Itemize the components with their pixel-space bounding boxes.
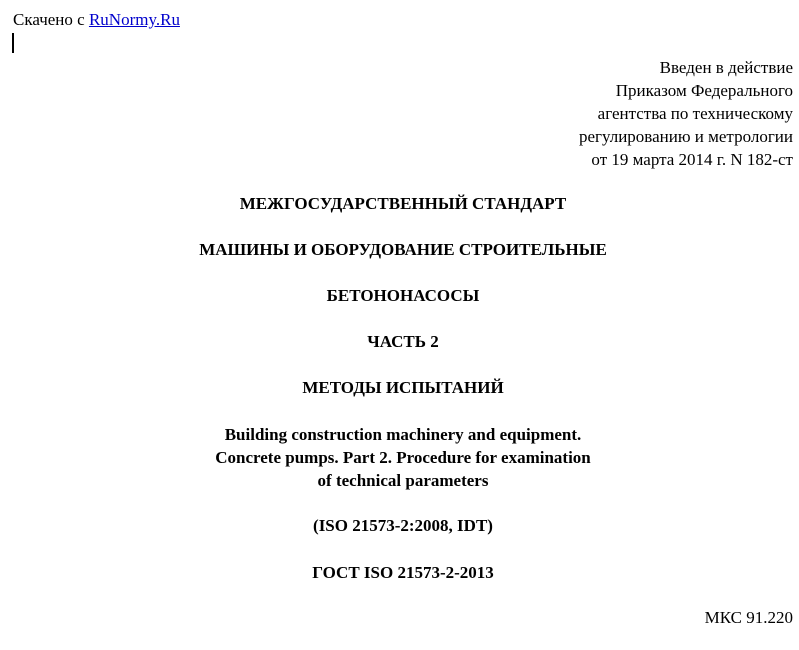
- title-line-2: БЕТОНОНАСОСЫ: [326, 286, 480, 305]
- source-line: [13, 9, 180, 31]
- approval-line: от 19 марта 2014 г. N 182-ст: [591, 150, 793, 169]
- source-prefix: Скачено с: [13, 10, 89, 29]
- english-title: [0, 423, 799, 492]
- english-title-line: Building construction machinery and equipment.: [224, 425, 582, 444]
- part-heading: ЧАСТЬ 2: [367, 332, 439, 351]
- approval-line: регулированию и метрологии: [578, 127, 793, 146]
- approval-line: Введен в действие: [659, 58, 793, 77]
- standard-number: ГОСТ ISO 21573-2-2013: [312, 563, 494, 582]
- approval-block: [373, 56, 793, 171]
- title-line-1: МАШИНЫ И ОБОРУДОВАНИЕ СТРОИТЕЛЬНЫЕ: [199, 240, 607, 259]
- subtitle-heading: МЕТОДЫ ИСПЫТАНИЙ: [302, 378, 504, 397]
- approval-line: агентства по техническому: [597, 104, 793, 123]
- english-title-line: of technical parameters: [317, 471, 489, 490]
- standard-type-heading: МЕЖГОСУДАРСТВЕННЫЙ СТАНДАРТ: [239, 194, 567, 213]
- approval-line: Приказом Федерального: [615, 81, 793, 100]
- text-cursor: [12, 33, 14, 53]
- iso-reference: (ISO 21573-2:2008, IDT): [313, 516, 493, 535]
- classification-code: МКС 91.220: [704, 608, 793, 627]
- english-title-line: Concrete pumps. Part 2. Procedure for examination: [215, 448, 591, 467]
- runormy-link[interactable]: RuNormy.Ru: [88, 10, 180, 29]
